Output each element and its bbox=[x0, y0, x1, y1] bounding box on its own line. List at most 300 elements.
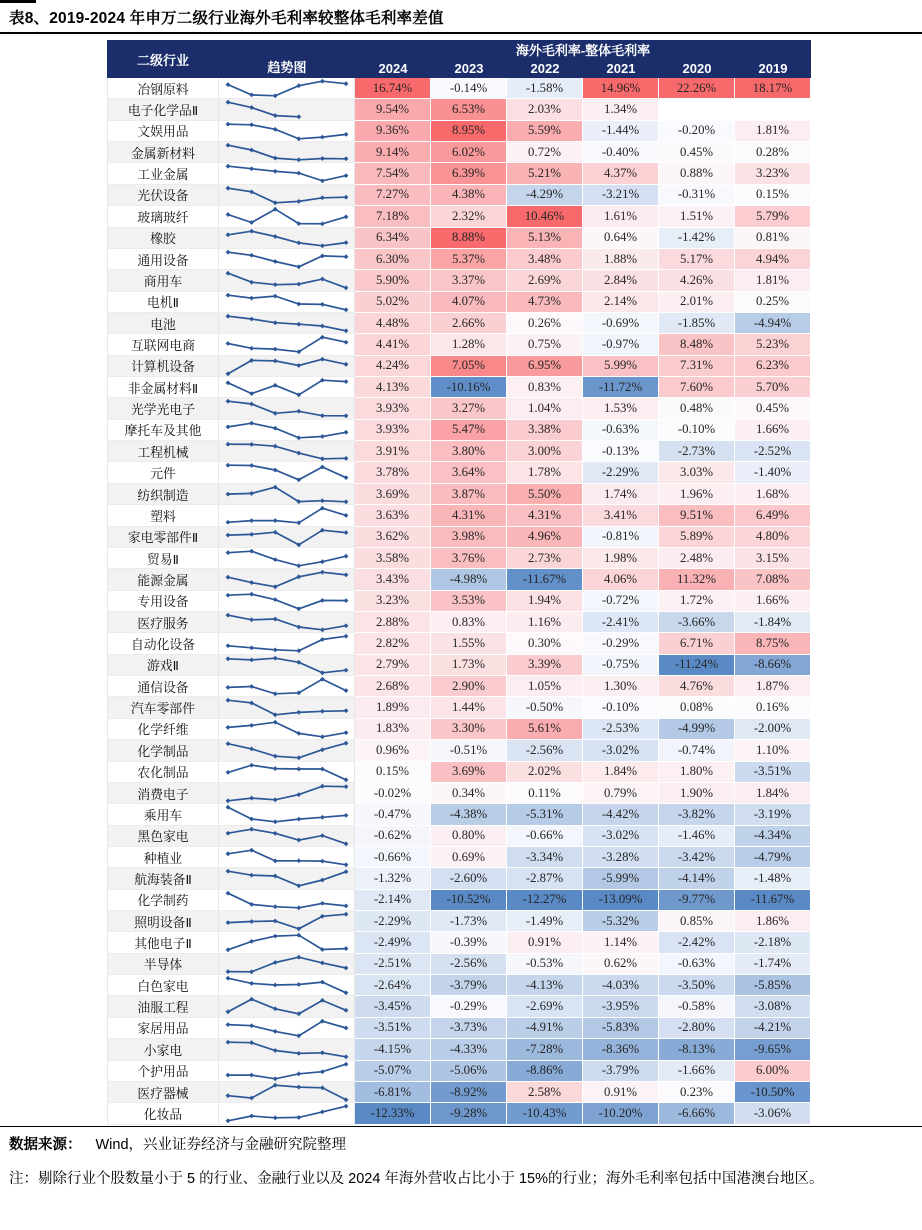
value-cell: -5.31% bbox=[507, 804, 583, 825]
table-row bbox=[107, 356, 811, 377]
value-cell: -8.86% bbox=[507, 1061, 583, 1082]
value-cell: 3.03% bbox=[659, 462, 735, 483]
value-cell: 2.84% bbox=[583, 270, 659, 291]
value-cell: 0.45% bbox=[659, 142, 735, 163]
value-cell: 1.90% bbox=[659, 783, 735, 804]
sparkline-svg bbox=[219, 121, 355, 142]
sparkline-svg bbox=[219, 633, 355, 654]
value-cell: 4.48% bbox=[355, 313, 431, 334]
value-cell: -3.42% bbox=[659, 847, 735, 868]
trend-sparkline bbox=[219, 505, 355, 526]
table-row bbox=[107, 228, 811, 249]
sparkline-svg bbox=[219, 762, 355, 783]
value-cell: 3.48% bbox=[507, 249, 583, 270]
table-row bbox=[107, 249, 811, 270]
value-cell: 3.93% bbox=[355, 420, 431, 441]
sparkline-svg bbox=[219, 911, 355, 932]
value-cell: 3.38% bbox=[507, 420, 583, 441]
value-cell: 2.69% bbox=[507, 270, 583, 291]
sparkline-svg bbox=[219, 697, 355, 718]
value-cell: 1.66% bbox=[735, 420, 811, 441]
value-cell: -13.09% bbox=[583, 890, 659, 911]
value-cell: -0.74% bbox=[659, 740, 735, 761]
value-cell: -0.29% bbox=[431, 996, 507, 1017]
industry-label: 金属新材料 bbox=[107, 142, 219, 163]
trend-sparkline bbox=[219, 697, 355, 718]
value-cell: -9.77% bbox=[659, 890, 735, 911]
table-row bbox=[107, 1061, 811, 1082]
table-row bbox=[107, 99, 811, 120]
trend-sparkline bbox=[219, 1018, 355, 1039]
table-row bbox=[107, 1039, 811, 1060]
trend-sparkline bbox=[219, 142, 355, 163]
industry-label: 家电零部件Ⅱ bbox=[107, 527, 219, 548]
value-cell: 6.23% bbox=[735, 356, 811, 377]
value-cell: 1.14% bbox=[583, 932, 659, 953]
value-cell: 0.28% bbox=[735, 142, 811, 163]
value-cell: -4.13% bbox=[507, 975, 583, 996]
trend-sparkline bbox=[219, 847, 355, 868]
table-row bbox=[107, 398, 811, 419]
value-cell: -3.08% bbox=[735, 996, 811, 1017]
sparkline-svg bbox=[219, 484, 355, 505]
trend-sparkline bbox=[219, 954, 355, 975]
value-cell: -2.29% bbox=[355, 911, 431, 932]
value-cell: -4.21% bbox=[735, 1018, 811, 1039]
value-cell: 1.04% bbox=[507, 398, 583, 419]
value-cell: -8.13% bbox=[659, 1039, 735, 1060]
value-cell: 4.26% bbox=[659, 270, 735, 291]
table-row bbox=[107, 142, 811, 163]
value-cell: -3.66% bbox=[659, 612, 735, 633]
value-cell: -4.34% bbox=[735, 826, 811, 847]
value-cell: -1.44% bbox=[583, 121, 659, 142]
value-cell: -1.85% bbox=[659, 313, 735, 334]
table-row bbox=[107, 633, 811, 654]
value-cell: -5.85% bbox=[735, 975, 811, 996]
value-cell: 4.41% bbox=[355, 334, 431, 355]
value-cell: 6.95% bbox=[507, 356, 583, 377]
table-title: 表8、2019-2024 年申万二级行业海外毛利率较整体毛利率差值 bbox=[9, 10, 444, 27]
industry-label: 汽车零部件 bbox=[107, 697, 219, 718]
value-cell bbox=[735, 99, 811, 120]
industry-label: 电子化学品Ⅱ bbox=[107, 99, 219, 120]
value-cell: -0.10% bbox=[583, 697, 659, 718]
value-cell: 4.07% bbox=[431, 292, 507, 313]
value-cell: 3.93% bbox=[355, 398, 431, 419]
value-cell: 16.74% bbox=[355, 78, 431, 99]
value-cell: 0.79% bbox=[583, 783, 659, 804]
header-year-2019: 2019 bbox=[758, 61, 788, 76]
header-year-2022: 2022 bbox=[530, 61, 560, 76]
value-cell: 5.37% bbox=[431, 249, 507, 270]
value-cell: 2.66% bbox=[431, 313, 507, 334]
value-cell: 1.73% bbox=[431, 655, 507, 676]
value-cell: -4.38% bbox=[431, 804, 507, 825]
value-cell: 4.73% bbox=[507, 292, 583, 313]
sparkline-svg bbox=[219, 975, 355, 996]
sparkline-svg bbox=[219, 270, 355, 291]
value-cell: 11.32% bbox=[659, 569, 735, 590]
sparkline-svg bbox=[219, 441, 355, 462]
value-cell: -3.34% bbox=[507, 847, 583, 868]
table-body bbox=[107, 78, 811, 1125]
value-cell: -0.10% bbox=[659, 420, 735, 441]
value-cell: 7.08% bbox=[735, 569, 811, 590]
value-cell: -2.00% bbox=[735, 719, 811, 740]
value-cell: -1.74% bbox=[735, 954, 811, 975]
value-cell: -3.21% bbox=[583, 185, 659, 206]
value-cell: 9.51% bbox=[659, 505, 735, 526]
industry-label: 医疗器械 bbox=[107, 1082, 219, 1103]
value-cell bbox=[659, 99, 735, 120]
trend-sparkline bbox=[219, 121, 355, 142]
table-row bbox=[107, 163, 811, 184]
value-cell: -1.32% bbox=[355, 868, 431, 889]
value-cell: -10.50% bbox=[735, 1082, 811, 1103]
industry-label: 游戏Ⅱ bbox=[107, 655, 219, 676]
trend-sparkline bbox=[219, 313, 355, 334]
table-row bbox=[107, 1082, 811, 1103]
industry-label: 橡胶 bbox=[107, 228, 219, 249]
value-cell: 4.31% bbox=[431, 505, 507, 526]
value-cell: 8.88% bbox=[431, 228, 507, 249]
value-cell: 3.87% bbox=[431, 484, 507, 505]
table-row bbox=[107, 996, 811, 1017]
value-cell: -12.27% bbox=[507, 890, 583, 911]
value-cell: -5.99% bbox=[583, 868, 659, 889]
value-cell: 5.02% bbox=[355, 292, 431, 313]
value-cell: 6.02% bbox=[431, 142, 507, 163]
value-cell: -2.51% bbox=[355, 954, 431, 975]
value-cell: 0.23% bbox=[659, 1082, 735, 1103]
table-row bbox=[107, 270, 811, 291]
value-cell: 0.81% bbox=[735, 228, 811, 249]
value-cell: 2.03% bbox=[507, 99, 583, 120]
table-row bbox=[107, 911, 811, 932]
value-cell: -2.56% bbox=[431, 954, 507, 975]
table-row bbox=[107, 826, 811, 847]
value-cell: 3.23% bbox=[355, 591, 431, 612]
table-row bbox=[107, 676, 811, 697]
value-cell: 0.25% bbox=[735, 292, 811, 313]
sparkline-svg bbox=[219, 206, 355, 227]
trend-sparkline bbox=[219, 996, 355, 1017]
trend-sparkline bbox=[219, 334, 355, 355]
value-cell: 5.99% bbox=[583, 356, 659, 377]
sparkline-svg bbox=[219, 462, 355, 483]
value-cell: 3.58% bbox=[355, 548, 431, 569]
value-cell: 3.63% bbox=[355, 505, 431, 526]
sparkline-svg bbox=[219, 1061, 355, 1082]
value-cell: -5.83% bbox=[583, 1018, 659, 1039]
value-cell: -8.92% bbox=[431, 1082, 507, 1103]
table-row bbox=[107, 185, 811, 206]
value-cell: -11.67% bbox=[507, 569, 583, 590]
value-cell: 1.86% bbox=[735, 911, 811, 932]
value-cell: 0.88% bbox=[659, 163, 735, 184]
table-row bbox=[107, 206, 811, 227]
value-cell: 0.80% bbox=[431, 826, 507, 847]
value-cell: 10.46% bbox=[507, 206, 583, 227]
table-row bbox=[107, 655, 811, 676]
table-row bbox=[107, 313, 811, 334]
value-cell: 2.14% bbox=[583, 292, 659, 313]
value-cell: 4.13% bbox=[355, 377, 431, 398]
value-cell: 0.83% bbox=[507, 377, 583, 398]
industry-label: 专用设备 bbox=[107, 591, 219, 612]
value-cell: -3.50% bbox=[659, 975, 735, 996]
value-cell: 22.26% bbox=[659, 78, 735, 99]
value-cell: 0.85% bbox=[659, 911, 735, 932]
value-cell: 6.49% bbox=[735, 505, 811, 526]
value-cell: 5.17% bbox=[659, 249, 735, 270]
trend-sparkline bbox=[219, 1103, 355, 1124]
value-cell: 1.55% bbox=[431, 633, 507, 654]
value-cell: -4.99% bbox=[659, 719, 735, 740]
trend-sparkline bbox=[219, 591, 355, 612]
trend-sparkline bbox=[219, 441, 355, 462]
value-cell: 3.91% bbox=[355, 441, 431, 462]
table-row bbox=[107, 762, 811, 783]
value-cell: 1.44% bbox=[431, 697, 507, 718]
value-cell: 8.48% bbox=[659, 334, 735, 355]
sparkline-svg bbox=[219, 569, 355, 590]
value-cell: 3.30% bbox=[431, 719, 507, 740]
trend-sparkline bbox=[219, 569, 355, 590]
table-row bbox=[107, 548, 811, 569]
value-cell: 1.78% bbox=[507, 462, 583, 483]
table-row bbox=[107, 890, 811, 911]
value-cell: 0.15% bbox=[355, 762, 431, 783]
trend-sparkline bbox=[219, 1039, 355, 1060]
industry-label: 其他电子Ⅱ bbox=[107, 932, 219, 953]
trend-sparkline bbox=[219, 548, 355, 569]
sparkline-svg bbox=[219, 163, 355, 184]
value-cell: -11.72% bbox=[583, 377, 659, 398]
value-cell: -4.42% bbox=[583, 804, 659, 825]
value-cell: 3.98% bbox=[431, 527, 507, 548]
value-cell: 4.76% bbox=[659, 676, 735, 697]
value-cell: 2.32% bbox=[431, 206, 507, 227]
industry-label: 半导体 bbox=[107, 954, 219, 975]
value-cell: 0.45% bbox=[735, 398, 811, 419]
value-cell: 1.72% bbox=[659, 591, 735, 612]
industry-label: 小家电 bbox=[107, 1039, 219, 1060]
industry-label: 医疗服务 bbox=[107, 612, 219, 633]
value-cell: -5.06% bbox=[431, 1061, 507, 1082]
value-cell: 0.75% bbox=[507, 334, 583, 355]
value-cell: -0.50% bbox=[507, 697, 583, 718]
trend-sparkline bbox=[219, 206, 355, 227]
industry-label: 消费电子 bbox=[107, 783, 219, 804]
value-cell: -3.82% bbox=[659, 804, 735, 825]
sparkline-svg bbox=[219, 377, 355, 398]
value-cell: 2.73% bbox=[507, 548, 583, 569]
value-cell: -1.66% bbox=[659, 1061, 735, 1082]
industry-label: 乘用车 bbox=[107, 804, 219, 825]
value-cell: 0.83% bbox=[431, 612, 507, 633]
value-cell: -1.73% bbox=[431, 911, 507, 932]
value-cell: -4.29% bbox=[507, 185, 583, 206]
value-cell: 0.91% bbox=[507, 932, 583, 953]
value-cell: 4.06% bbox=[583, 569, 659, 590]
value-cell: -10.52% bbox=[431, 890, 507, 911]
trend-sparkline bbox=[219, 398, 355, 419]
industry-label: 通信设备 bbox=[107, 676, 219, 697]
value-cell: -4.94% bbox=[735, 313, 811, 334]
value-cell: 1.05% bbox=[507, 676, 583, 697]
header-year-2020: 2020 bbox=[682, 61, 712, 76]
industry-label: 摩托车及其他 bbox=[107, 420, 219, 441]
value-cell: -3.95% bbox=[583, 996, 659, 1017]
value-cell: -10.20% bbox=[583, 1103, 659, 1124]
table-row bbox=[107, 591, 811, 612]
value-cell: 1.83% bbox=[355, 719, 431, 740]
sparkline-svg bbox=[219, 932, 355, 953]
value-cell: -6.66% bbox=[659, 1103, 735, 1124]
value-cell: 1.68% bbox=[735, 484, 811, 505]
value-cell: 1.94% bbox=[507, 591, 583, 612]
value-cell: -2.52% bbox=[735, 441, 811, 462]
value-cell: -5.32% bbox=[583, 911, 659, 932]
table-row bbox=[107, 121, 811, 142]
trend-sparkline bbox=[219, 356, 355, 377]
value-cell: 0.62% bbox=[583, 954, 659, 975]
value-cell: -2.64% bbox=[355, 975, 431, 996]
value-cell: -4.14% bbox=[659, 868, 735, 889]
value-cell: -2.49% bbox=[355, 932, 431, 953]
value-cell: 3.23% bbox=[735, 163, 811, 184]
sparkline-svg bbox=[219, 99, 355, 120]
industry-label: 航海装备Ⅱ bbox=[107, 868, 219, 889]
value-cell: 2.88% bbox=[355, 612, 431, 633]
value-cell: 7.31% bbox=[659, 356, 735, 377]
value-cell: -0.62% bbox=[355, 826, 431, 847]
value-cell: 7.54% bbox=[355, 163, 431, 184]
table-row bbox=[107, 292, 811, 313]
sparkline-svg bbox=[219, 783, 355, 804]
value-cell: 9.36% bbox=[355, 121, 431, 142]
sparkline-svg bbox=[219, 847, 355, 868]
value-cell: 3.37% bbox=[431, 270, 507, 291]
sparkline-svg bbox=[219, 398, 355, 419]
value-cell: -0.39% bbox=[431, 932, 507, 953]
value-cell: -1.40% bbox=[735, 462, 811, 483]
table-row bbox=[107, 334, 811, 355]
table-row bbox=[107, 462, 811, 483]
value-cell: 6.71% bbox=[659, 633, 735, 654]
trend-sparkline bbox=[219, 292, 355, 313]
trend-sparkline bbox=[219, 99, 355, 120]
value-cell: 2.90% bbox=[431, 676, 507, 697]
trend-sparkline bbox=[219, 676, 355, 697]
value-cell: 0.34% bbox=[431, 783, 507, 804]
industry-label: 化学制药 bbox=[107, 890, 219, 911]
header-industry: 二级行业 bbox=[136, 52, 189, 68]
value-cell: 9.14% bbox=[355, 142, 431, 163]
sparkline-svg bbox=[219, 334, 355, 355]
header-trend: 趋势图 bbox=[267, 60, 307, 75]
industry-label: 通用设备 bbox=[107, 249, 219, 270]
value-cell: -3.02% bbox=[583, 740, 659, 761]
industry-label: 油服工程 bbox=[107, 996, 219, 1017]
trend-sparkline bbox=[219, 911, 355, 932]
value-cell: 1.16% bbox=[507, 612, 583, 633]
table-row bbox=[107, 420, 811, 441]
industry-label: 家居用品 bbox=[107, 1018, 219, 1039]
industry-label: 化学制品 bbox=[107, 740, 219, 761]
value-cell: 3.69% bbox=[431, 762, 507, 783]
value-cell: 1.81% bbox=[735, 121, 811, 142]
table-row bbox=[107, 377, 811, 398]
industry-label: 元件 bbox=[107, 462, 219, 483]
value-cell: -0.47% bbox=[355, 804, 431, 825]
value-cell: 2.68% bbox=[355, 676, 431, 697]
sparkline-svg bbox=[219, 868, 355, 889]
value-cell: -9.65% bbox=[735, 1039, 811, 1060]
value-cell: -2.56% bbox=[507, 740, 583, 761]
value-cell: 14.96% bbox=[583, 78, 659, 99]
table-bottom-divider bbox=[0, 1126, 922, 1127]
value-cell: -0.81% bbox=[583, 527, 659, 548]
sparkline-svg bbox=[219, 1082, 355, 1103]
sparkline-svg bbox=[219, 313, 355, 334]
value-cell: 4.96% bbox=[507, 527, 583, 548]
value-cell: 6.00% bbox=[735, 1061, 811, 1082]
trend-sparkline bbox=[219, 249, 355, 270]
value-cell: -0.29% bbox=[583, 633, 659, 654]
value-cell: -2.29% bbox=[583, 462, 659, 483]
value-cell: -3.79% bbox=[431, 975, 507, 996]
trend-sparkline bbox=[219, 804, 355, 825]
value-cell: -0.31% bbox=[659, 185, 735, 206]
trend-sparkline bbox=[219, 228, 355, 249]
value-cell: -1.84% bbox=[735, 612, 811, 633]
industry-label: 工业金属 bbox=[107, 163, 219, 184]
industry-label: 化妆品 bbox=[107, 1103, 219, 1124]
value-cell: 2.48% bbox=[659, 548, 735, 569]
table-header bbox=[107, 40, 811, 78]
sparkline-svg bbox=[219, 1039, 355, 1060]
table-row bbox=[107, 505, 811, 526]
value-cell: -11.67% bbox=[735, 890, 811, 911]
value-cell: 0.30% bbox=[507, 633, 583, 654]
sparkline-svg bbox=[219, 356, 355, 377]
value-cell: -0.69% bbox=[583, 313, 659, 334]
trend-sparkline bbox=[219, 612, 355, 633]
value-cell: 0.91% bbox=[583, 1082, 659, 1103]
value-cell: -1.48% bbox=[735, 868, 811, 889]
industry-label: 工程机械 bbox=[107, 441, 219, 462]
value-cell: -0.53% bbox=[507, 954, 583, 975]
sparkline-svg bbox=[219, 420, 355, 441]
sparkline-svg bbox=[219, 719, 355, 740]
value-cell: -12.33% bbox=[355, 1103, 431, 1124]
value-cell: 1.88% bbox=[583, 249, 659, 270]
value-cell: -4.03% bbox=[583, 975, 659, 996]
value-cell: 0.69% bbox=[431, 847, 507, 868]
table-row bbox=[107, 697, 811, 718]
table-row bbox=[107, 484, 811, 505]
sparkline-svg bbox=[219, 185, 355, 206]
value-cell: 7.60% bbox=[659, 377, 735, 398]
value-cell: -7.28% bbox=[507, 1039, 583, 1060]
sparkline-svg bbox=[219, 1018, 355, 1039]
value-cell: -0.51% bbox=[431, 740, 507, 761]
value-cell: 7.05% bbox=[431, 356, 507, 377]
sparkline-svg bbox=[219, 527, 355, 548]
